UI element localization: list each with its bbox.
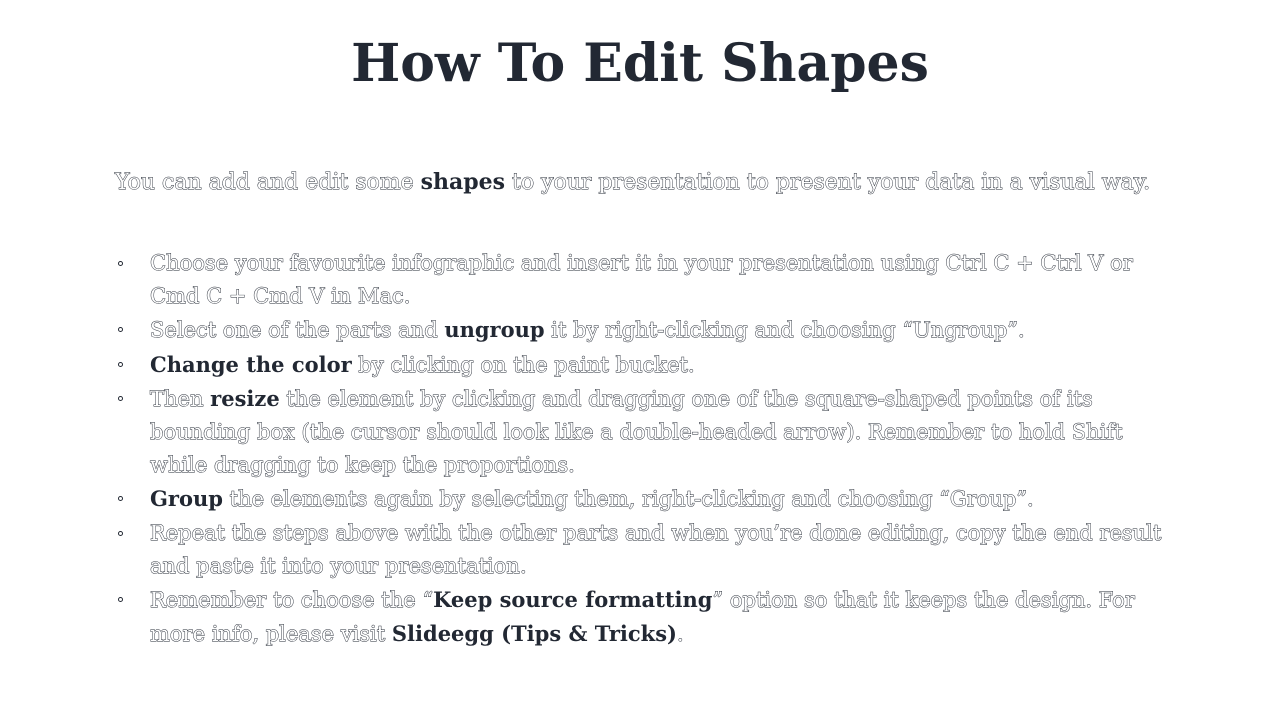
bullet-text-before: Remember to choose the “ xyxy=(150,588,434,613)
bullet-text: Repeat the steps above with the other parts and when you’re done editing, copy the end result and paste it into your presentation. xyxy=(150,520,1162,578)
bullet-bold-resize: resize xyxy=(210,385,280,411)
list-item xyxy=(150,313,1180,347)
bullet-text-before: Select one of the parts and xyxy=(150,318,445,343)
bullet-bold-change-color: Change the color xyxy=(150,351,352,377)
slide-title: How To Edit Shapes xyxy=(351,33,929,94)
bullet-text-after: the element by clicking and dragging one of the square-shaped points of its bounding box (the cursor should look like a double-headed arrow). Remember to hold Shift while dragging to keep the proportions. xyxy=(150,386,1123,478)
intro-bold-shapes: shapes xyxy=(420,169,506,195)
bullet-text-before: Then xyxy=(150,386,211,411)
intro-text-before: You can add and edit some xyxy=(115,170,421,195)
intro-paragraph xyxy=(115,166,1150,199)
list-item xyxy=(150,583,1180,651)
bullet-icon xyxy=(118,496,123,501)
bullet-text-after: by clicking on the paint bucket. xyxy=(351,352,695,377)
list-item xyxy=(150,382,1180,483)
instruction-list xyxy=(150,247,1180,651)
bullet-icon xyxy=(118,327,123,332)
list-item xyxy=(150,348,1180,382)
bullet-icon xyxy=(118,362,123,367)
bullet-text-after: . xyxy=(676,622,684,647)
bullet-text-after: the elements again by selecting them, right-clicking and choosing “Group”. xyxy=(222,487,1034,512)
bullet-icon xyxy=(118,597,123,602)
bullet-text: Choose your favourite infographic and insert it in your presentation using Ctrl C + Ctrl V or Cmd C + Cmd V in Mac. xyxy=(150,251,1133,309)
bullet-icon xyxy=(118,261,123,266)
slideegg-tips-link[interactable]: Slideegg (Tips & Tricks) xyxy=(391,621,677,647)
bullet-bold-group: Group xyxy=(150,486,223,512)
intro-text-after: to your presentation to present your data in a visual way. xyxy=(505,170,1151,195)
list-item xyxy=(150,482,1180,516)
bullet-text-after: it by right-clicking and choosing “Ungroup”. xyxy=(544,318,1025,343)
bullet-bold-keep-source-formatting: Keep source formatting xyxy=(433,587,713,613)
bullet-icon xyxy=(118,396,123,401)
list-item xyxy=(150,517,1180,583)
bullet-bold-ungroup: ungroup xyxy=(444,317,545,343)
list-item xyxy=(150,247,1180,313)
bullet-icon xyxy=(118,531,123,536)
bullet-text-middle: ” option so that it keeps the design. For more info, please visit xyxy=(150,588,1135,647)
